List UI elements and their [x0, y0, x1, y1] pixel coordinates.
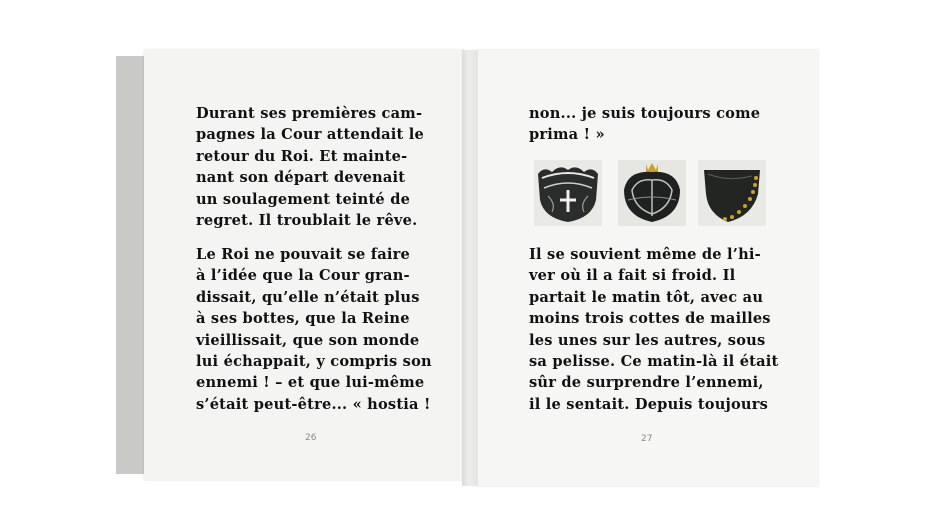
page-number-right: 27 — [641, 434, 653, 444]
right-paragraph-2: Il se souvient même de l’hi- ver où il a fait si froid. Il partait le matin tôt, avec au moins trois cottes de mailles les unes sur les autres, sous sa pelisse. Ce matin-là il était sûr de surprendre l’ennemi, il le sentait. Depuis toujours — [529, 246, 779, 413]
left-paragraph-2: Le Roi ne pouvait se faire à l’idée que la Cour gran- dissait, qu’elle n’était plus à ses bottes, que la Reine vieillissait, que son monde lui échappait, y compris son ennemi ! – et que lui-même s’était peut-être... « hostia ! — [196, 246, 432, 413]
crown-shield-illustration — [534, 160, 602, 226]
crown-helmet-illustration — [618, 160, 686, 226]
studded-shield-illustration — [698, 160, 766, 226]
page-number-left: 26 — [305, 433, 317, 443]
left-paragraph-1: Durant ses premières cam- pagnes la Cour attendait le retour du Roi. Et mainte- nant son départ devenait un soulagement teinté de regret. Il troublait le rêve. — [196, 105, 424, 230]
right-paragraph-1: non... je suis toujours come prima ! » — [529, 105, 761, 144]
